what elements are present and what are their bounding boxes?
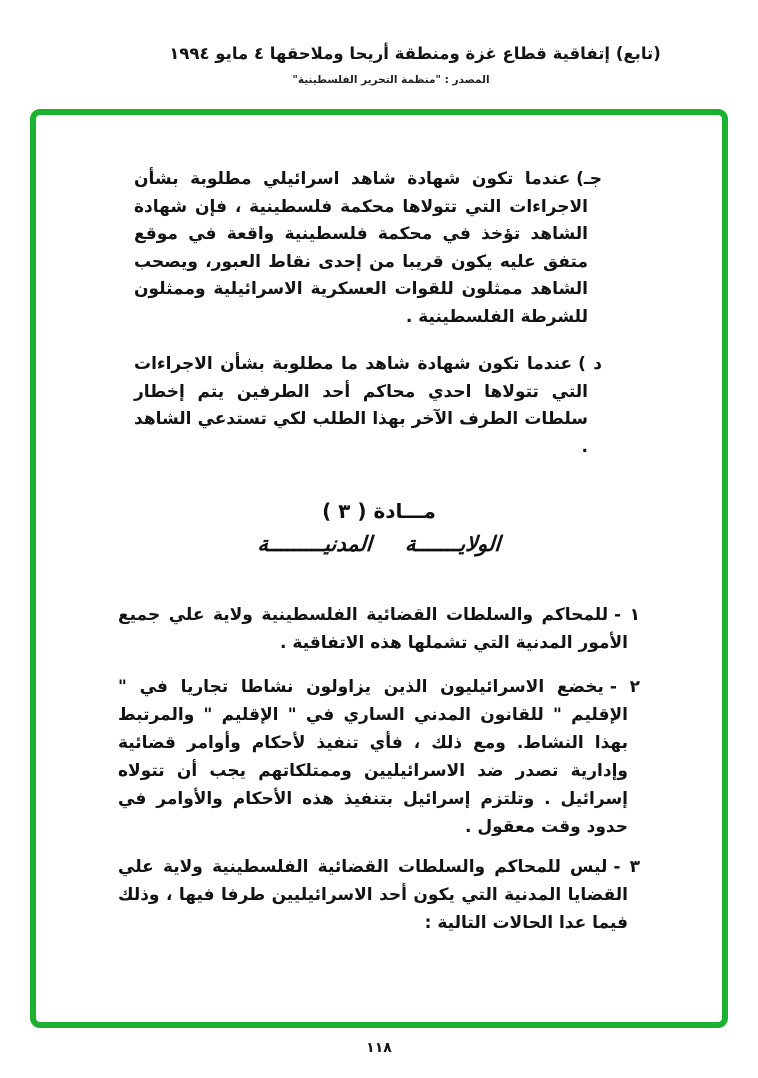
header-source: المصدر : "منظمة التحرير الفلسطينية" <box>292 74 490 86</box>
header-title: (تابع) إتفاقية قطاع غزة ومنطقة أريحا وملاحقها ٤ مايو ١٩٩٤ <box>169 44 661 63</box>
green-border-frame <box>30 109 728 1028</box>
clause-2-text: يخضع الاسرائيليون الذين يزاولون نشاطا تجاريا في " الإقليم " للقانون المدني الساري في " الإقليم " والمرتبط بهذا النشاط. ومع ذلك ، فأي تنفيذ لأحكام وأوامر قضائية وإدارية تصدر ضد الاسرائيليين وممتلكاتهم يجب أن تتولاه إسرائيل . وتلتزم إسرائيل بتنفيذ هذه الأحكام والأوامر في حدود وقت معقول . <box>118 677 628 837</box>
clause-1-text: للمحاكم والسلطات القضائية الفلسطينية ولاية علي جميع الأمور المدنية التي تشملها هذه الاتفاقية . <box>118 605 628 653</box>
clause-3-label: ٣ - <box>613 857 641 877</box>
article-subtitle: الولايـــــــة المدنيـــــــــة <box>256 532 502 556</box>
sub-paragraph-dal-label: د ) <box>578 354 602 374</box>
sub-paragraph-jeem <box>134 166 602 331</box>
clause-2-label: ٢ - <box>609 677 640 697</box>
clause-2 <box>118 673 640 841</box>
article-title: مـــادة ( ٣ ) <box>322 499 436 523</box>
sub-paragraph-jeem-label: جـ) <box>576 169 602 189</box>
sub-paragraph-jeem-text: عندما تكون شهادة شاهد اسرائيلي مطلوبة بشأن الاجراءات التي تتولاها محكمة فلسطينية ، فإن شهادة الشاهد تؤخذ في محكمة فلسطينية واقعة في موقع متفق عليه يكون قريبا من إحدى نقاط العبور، ويصحب الشاهد ممثلون للقوات العسكرية الاسرائيلية وممثلون للشرطة الفلسطينية . <box>134 169 588 327</box>
clause-1-label: ١ - <box>614 605 640 625</box>
sub-paragraph-dal-text: عندما تكون شهادة شاهد ما مطلوبة بشأن الاجراءات التي تتولاها احدي محاكم أحد الطرفين يتم إخطار سلطات الطرف الآخر بهذا الطلب لكي تستدعي الشاهد . <box>134 354 588 457</box>
sub-paragraph-dal <box>134 351 602 461</box>
clause-1 <box>118 601 640 657</box>
page-number: ١١٨ <box>366 1040 392 1056</box>
clause-3 <box>118 853 640 937</box>
document-body <box>36 115 722 1022</box>
clause-3-text: ليس للمحاكم والسلطات القضائية الفلسطينية ولاية علي القضايا المدنية التي يكون أحد الاسرائيليين طرفا فيها ، وذلك فيما عدا الحالات التالية : <box>118 857 628 933</box>
